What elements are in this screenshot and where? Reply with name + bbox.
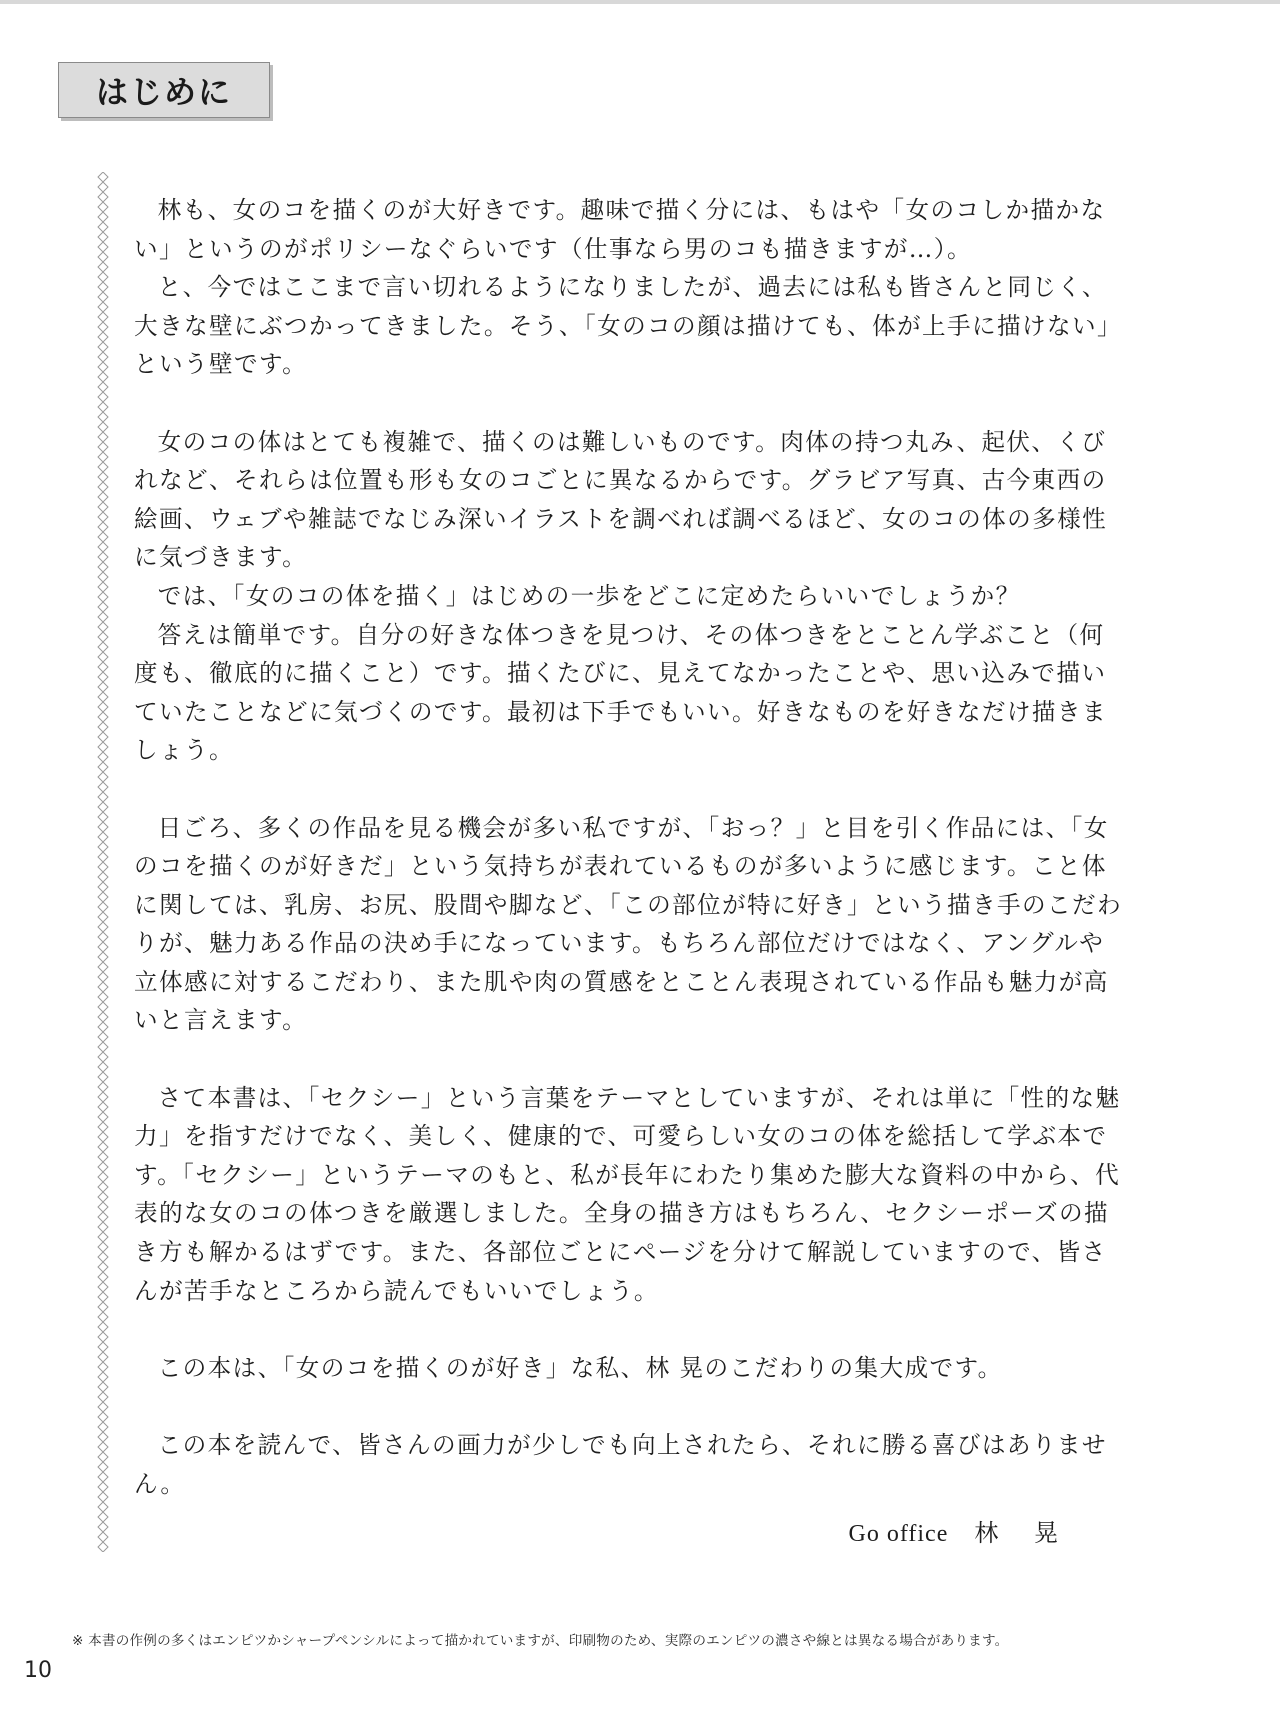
paragraph-8: この本は、「女のコを描くのが好き」な私、林 晃のこだわりの集大成です。 — [157, 1353, 1003, 1382]
paragraph-3: 女のコの体はとても複雑で、描くのは難しいものです。肉体の持つ丸み、起伏、くびれなど、それらは位置も形も女のコごとに異なるからです。グラビア写真、古今東西の絵画、ウェブや雑誌でなじみ深いイラストを調べれば調べるほど、女のコの体の多様性に気づきます。 — [134, 427, 1108, 572]
diamond-chain-border — [97, 172, 109, 1552]
page-number: 10 — [24, 1658, 52, 1683]
paragraph-6: 日ごろ、多くの作品を見る機会が多い私ですが、「おっ？」と目を引く作品には、「女のコを描くのが好きだ」という気持ちが表れているものが多いように感じます。こと体に関しては、乳房、お尻、股間や脚など、「この部位が特に好き」という描き手のこだわりが、魅力ある作品の決め手になっています。もちろん部位だけではなく、アングルや立体感に対するこだわり、また肌や肉の質感をとことん表現されている作品も魅力が高いと言えます。 — [134, 813, 1122, 1035]
paragraph-1: 林も、女のコを描くのが大好きです。趣味で描く分には、もはや「女のコしか描かない」というのがポリシーなぐらいです（仕事なら男のコも描きますが…）。 — [134, 196, 1106, 263]
body-text — [134, 191, 1124, 1503]
section-heading-box — [58, 62, 270, 118]
footnote: ※ 本書の作例の多くはエンピツかシャープペンシルによって描かれていますが、印刷物のため、実際のエンピツの濃さや線とは異なる場合があります。 — [72, 1633, 1009, 1649]
section-heading: はじめに — [95, 73, 232, 111]
paragraph-2: と、今ではここまで言い切れるようになりましたが、過去には私も皆さんと同じく、大きな壁にぶつかってきました。そう、「女のコの顔は描けても、体が上手に描けない」という壁です。 — [134, 273, 1122, 379]
paragraph-4: では、「女のコの体を描く」はじめの一歩をどこに定めたらいいでしょうか？ — [157, 581, 1021, 610]
signature-org: Go office — [848, 1521, 949, 1547]
signature-author: 林 晃 — [974, 1519, 1072, 1547]
paragraph-5: 答えは簡単です。自分の好きな体つきを見つけ、その体つきをとことん学ぶこと（何度も、徹底的に描くこと）です。描くたびに、見えてなかったことや、思い込みで描いていたことなどに気づくのです。最初は下手でもいい。好きなものを好きなだけ描きましょう。 — [134, 620, 1107, 765]
paragraph-9: この本を読んで、皆さんの画力が少しでも向上されたら、それに勝る喜びはありません。 — [134, 1431, 1107, 1498]
top-rule — [0, 0, 1280, 4]
signature — [849, 1513, 1073, 1548]
paragraph-7: さて本書は、「セクシー」という言葉をテーマとしていますが、それは単に「性的な魅力」を指すだけでなく、美しく、健康的で、可愛らしい女のコの体を総括して学ぶ本です。「セクシー」というテーマのもと、私が長年にわたり集めた膨大な資料の中から、代表的な女のコの体つきを厳選しました。全身の描き方はもちろん、セクシーポーズの描き方も解かるはずです。また、各部位ごとにページを分けて解説していますので、皆さんが苦手なところから読んでもいいでしょう。 — [134, 1083, 1121, 1305]
